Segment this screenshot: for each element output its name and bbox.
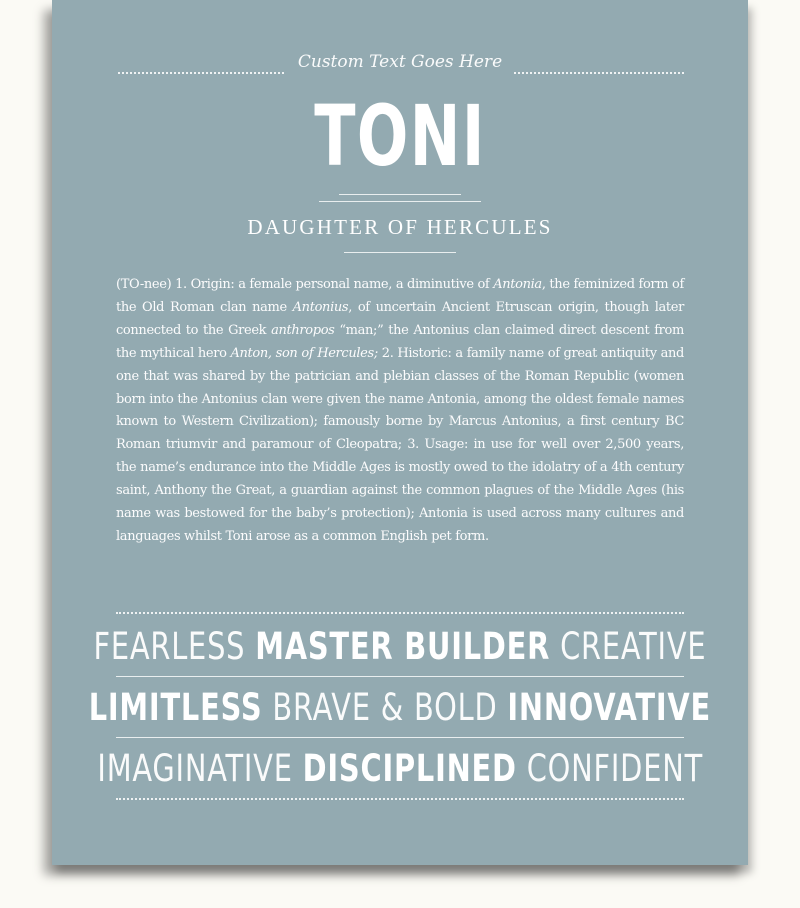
trait-word: CONFIDENT bbox=[526, 746, 703, 790]
trait-row-3 bbox=[97, 744, 703, 792]
definition-text: 2. Historic: a family name of great antiquity and one that was shared by the patrician and plebian classes of the Roman Republic (women born into the Antonius clan were given the name Antonia, among the oldest female names known to Western Civilization); famously borne by Marcus Antonius, a first century BC Roman triumvir and paramour of Cleopatra; 3. Usage: in use for well over 2,500 years, the name’s endurance into the Middle Ages is mostly owed to the idolatry of a 4th century saint, Anthony the Great, a guardian against the common plagues of the Middle Ages (his name was bestowed for the baby’s protection); Antonia is used across many cultures and languages whilst Toni arose as a common English pet form. bbox=[116, 345, 685, 544]
trait-word: INNOVATIVE bbox=[507, 685, 712, 729]
name-underline-bottom bbox=[319, 201, 481, 202]
name-definition bbox=[116, 274, 684, 549]
name-poster bbox=[52, 0, 748, 865]
trait-word: LIMITLESS bbox=[88, 685, 263, 729]
definition-text: (TO-nee) 1. Origin: a female personal name, a diminutive of bbox=[116, 277, 494, 292]
definition-text: , the feminized form of the Old Roman clan name bbox=[116, 277, 684, 315]
trait-word: IMAGINATIVE bbox=[97, 746, 293, 790]
name-underline-top bbox=[339, 194, 461, 195]
trait-row-2 bbox=[88, 683, 712, 731]
trait-row-1 bbox=[93, 622, 707, 670]
definition-text: , of uncertain Ancient Etruscan origin, though later connected to the Greek bbox=[116, 299, 684, 338]
trait-word: DISCIPLINED bbox=[302, 746, 517, 790]
dotted-rule-traits-bottom bbox=[116, 798, 684, 800]
dotted-rule-traits-top bbox=[116, 612, 684, 614]
trait-word: MASTER BUILDER bbox=[255, 624, 551, 668]
definition-italic-term: Antonia bbox=[493, 277, 542, 292]
trait-word: FEARLESS bbox=[93, 624, 246, 668]
trait-divider-1 bbox=[116, 676, 684, 677]
definition-text: “man;” the Antonius clan claimed direct descent from the mythical hero bbox=[116, 322, 685, 361]
name-meaning-subtitle: DAUGHTER OF HERCULES bbox=[247, 215, 553, 239]
trait-divider-2 bbox=[116, 737, 684, 738]
definition-italic-term: anthropos bbox=[271, 322, 335, 338]
custom-text: Custom Text Goes Here bbox=[297, 52, 503, 72]
dotted-rule-left bbox=[118, 72, 284, 74]
definition-italic-term: Anton, son of Hercules; bbox=[230, 345, 378, 361]
trait-word: BRAVE & BOLD bbox=[272, 685, 498, 729]
dotted-rule-right bbox=[514, 72, 684, 74]
poster-name: TONI bbox=[314, 87, 486, 185]
trait-word: CREATIVE bbox=[560, 624, 707, 668]
subtitle-underline bbox=[344, 252, 456, 253]
definition-italic-term: Antonius bbox=[292, 299, 349, 315]
